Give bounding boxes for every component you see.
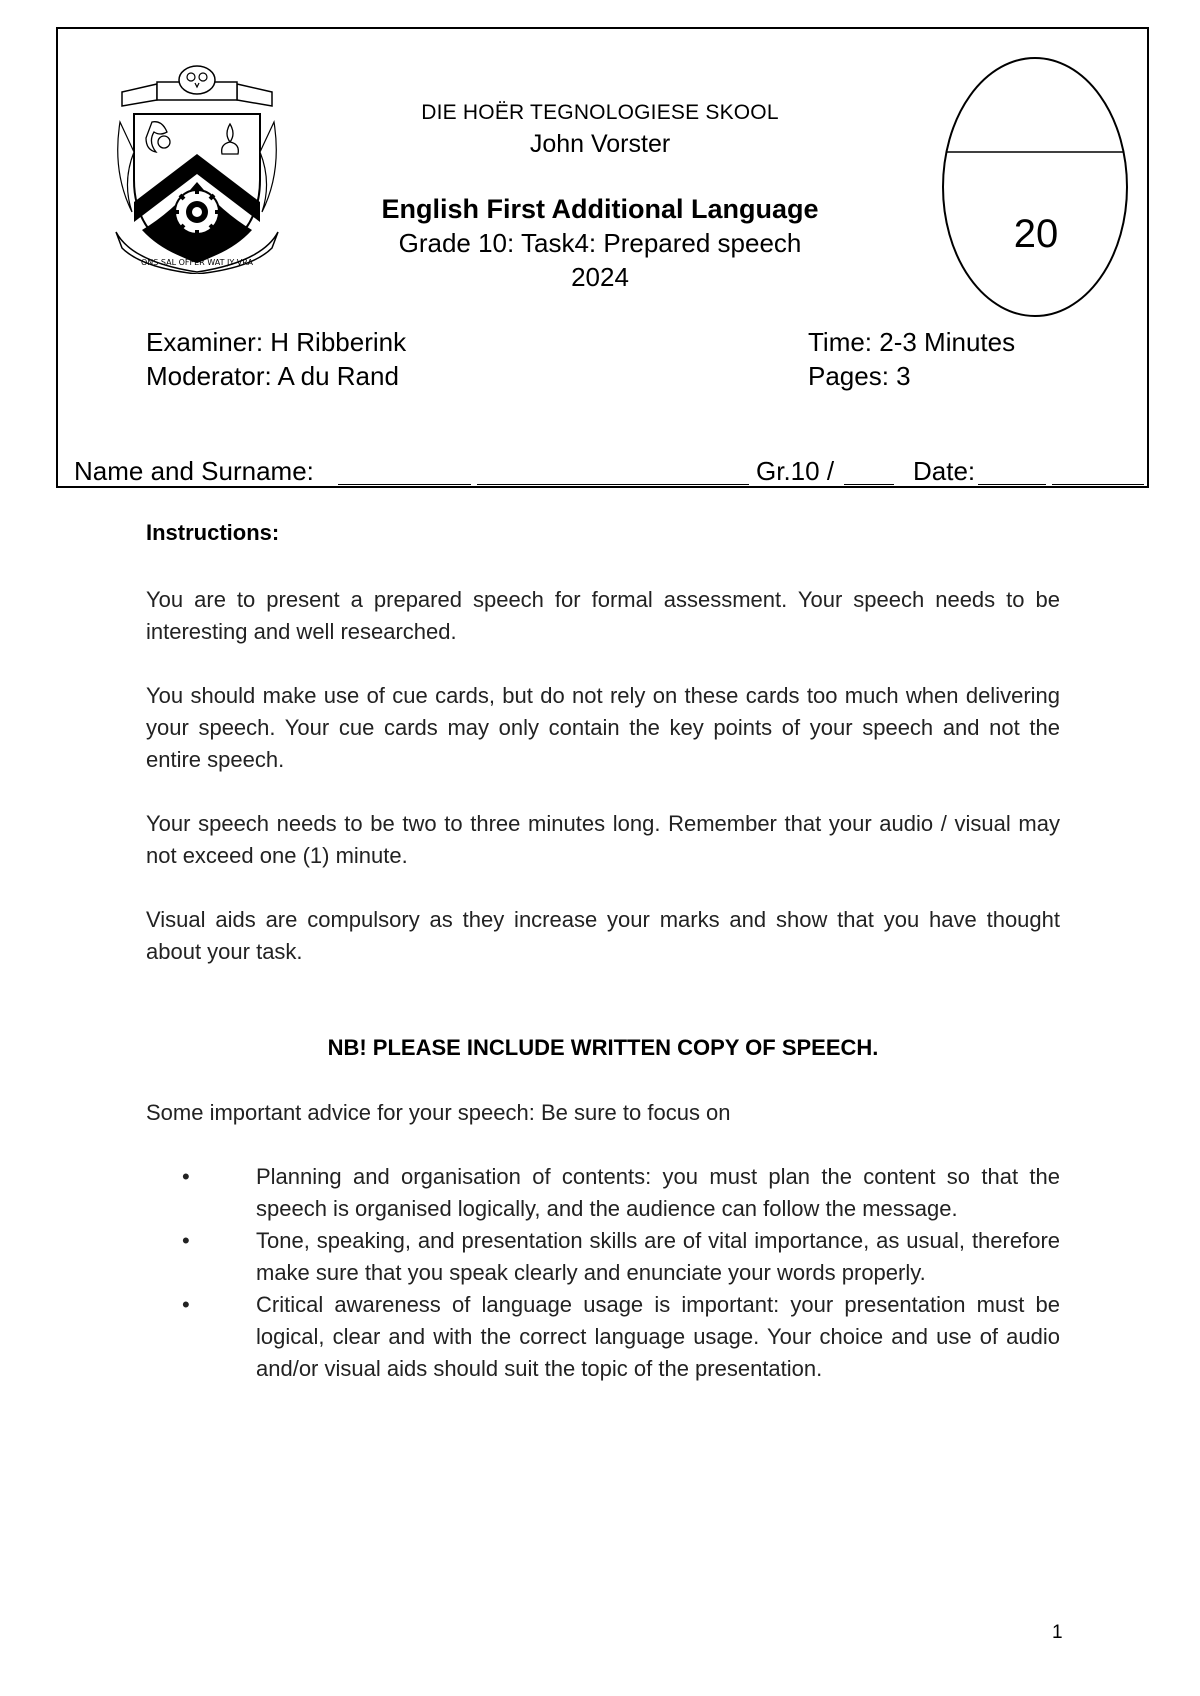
exam-year: 2024: [571, 262, 629, 292]
subject-title: English First Additional Language: [381, 194, 819, 224]
instructions-heading: Instructions:: [146, 520, 280, 545]
date-underline-2[interactable]: [1052, 484, 1144, 485]
instruction-paragraph-3: Your speech needs to be two to three minutes long. Remember that your audio / visual may not exceed one (1) minute.: [146, 811, 1060, 868]
instruction-paragraph-2: You should make use of cue cards, but do not rely on these cards too much when delivering your speech. Your cue cards may only contain the key points of your speech and not the entire speech.: [146, 683, 1060, 772]
instruction-paragraph-4: Visual aids are compulsory as they increase your marks and show that you have thought about your task.: [146, 907, 1060, 964]
name-underline-1[interactable]: [338, 484, 471, 485]
advice-intro: Some important advice for your speech: Be sure to focus on: [146, 1100, 731, 1125]
list-item: [146, 1161, 1060, 1225]
task-title: Grade 10: Task4: Prepared speech: [398, 228, 802, 258]
school-crest-logo: [112, 62, 282, 274]
list-item: [146, 1225, 1060, 1289]
school-name: DIE HOËR TEGNOLOGIESE SKOOL: [421, 101, 779, 124]
date-underline-1[interactable]: [978, 484, 1046, 485]
pages-label: Pages: 3: [808, 361, 911, 391]
advice-item-text: Critical awareness of language usage is important: your presentation must be logical, clear and with the correct language usage. Your choice and use of audio and/or visual aids should suit the topic of the presentation.: [256, 1292, 1060, 1381]
school-subtitle: John Vorster: [529, 130, 671, 158]
bullet-marker: •: [182, 1164, 190, 1189]
examiner-label: Examiner: H Ribberink: [146, 327, 407, 357]
advice-list: [146, 1161, 1060, 1385]
name-and-surname-label: Name and Surname:: [74, 456, 314, 486]
instruction-paragraph-1: You are to present a prepared speech for formal assessment. Your speech needs to be interesting and well researched.: [146, 587, 1060, 644]
moderator-label: Moderator: A du Rand: [146, 361, 399, 391]
advice-item-text: Tone, speaking, and presentation skills are of vital importance, as usual, therefore make sure that you speak clearly and enunciate your words properly.: [256, 1228, 1060, 1285]
advice-item-text: Planning and organisation of contents: you must plan the content so that the speech is organised logically, and the audience can follow the message.: [256, 1164, 1060, 1221]
mark-oval: [940, 55, 1130, 320]
bullet-marker: •: [182, 1228, 190, 1253]
bullet-marker: •: [182, 1292, 190, 1317]
name-underline-2[interactable]: [477, 484, 749, 485]
time-label: Time: 2-3 Minutes: [808, 327, 1016, 357]
total-marks: 20: [1013, 212, 1059, 256]
nb-notice: NB! PLEASE INCLUDE WRITTEN COPY OF SPEECH.: [327, 1035, 879, 1060]
list-item: [146, 1289, 1060, 1385]
page-number: 1: [1052, 1622, 1063, 1643]
date-label: Date:: [913, 456, 976, 486]
crest-motto-text: ONS SAL OFFER WAT JY VRA: [141, 258, 253, 267]
grade-class-underline[interactable]: [844, 484, 894, 485]
grade-label: Gr.10 /: [756, 456, 835, 486]
